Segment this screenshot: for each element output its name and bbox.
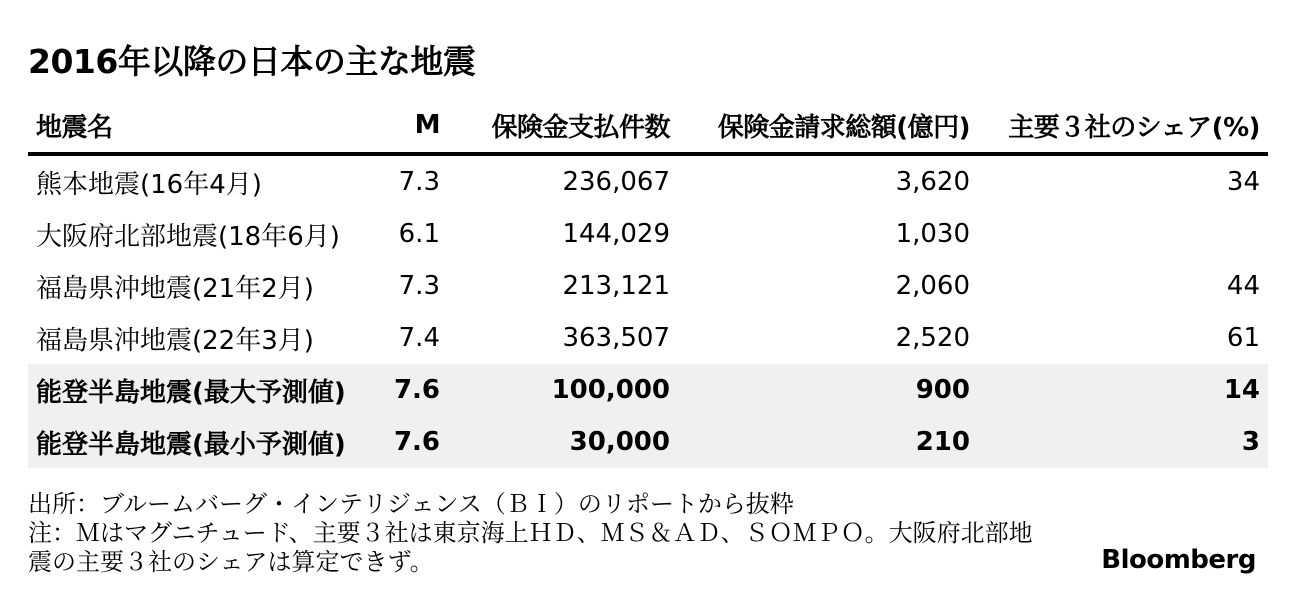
cell-top3-share — [978, 208, 1268, 260]
header-magnitude: M — [378, 98, 448, 154]
cell-earthquake-name: 能登半島地震(最大予測値) — [28, 364, 378, 416]
cell-magnitude: 6.1 — [398, 219, 440, 249]
cell-magnitude: 7.6 — [378, 416, 448, 468]
table-row — [28, 208, 1268, 260]
cell-earthquake-name: 大阪府北部地震(18年6月) — [36, 221, 340, 252]
header-earthquake-name: 地震名 — [28, 98, 378, 154]
table-row — [28, 154, 1268, 208]
cell-claims-paid: 144,029 — [562, 219, 670, 249]
cell-claims-total: 1,030 — [895, 219, 970, 249]
cell-magnitude: 7.3 — [398, 271, 440, 301]
cell-top3-share: 44 — [1226, 271, 1260, 301]
cell-claims-total: 2,060 — [895, 271, 970, 301]
page-title: 2016年以降の日本の主な地震 — [28, 42, 476, 81]
explanatory-note: 注：Ｍはマグニチュード、主要３社は東京海上ＨＤ、ＭＳ＆ＡＤ、ＳＯＭＰＯ。大阪府北部地震の主要３社のシェアは算定できず。 — [28, 519, 1033, 576]
cell-claims-paid: 100,000 — [448, 364, 678, 416]
cell-top3-share: 14 — [978, 364, 1268, 416]
table-row — [28, 260, 1268, 312]
cell-claims-total: 2,520 — [895, 323, 970, 353]
cell-claims-total: 3,620 — [895, 167, 970, 197]
table-row — [28, 312, 1268, 364]
cell-magnitude: 7.3 — [398, 167, 440, 197]
cell-claims-paid: 236,067 — [562, 167, 670, 197]
source-note: 出所：ブルームバーグ・インテリジェンス（ＢＩ）のリポートから抜粋 — [28, 490, 794, 518]
cell-earthquake-name: 福島県沖地震(22年3月) — [36, 325, 314, 356]
cell-top3-share: 34 — [1226, 167, 1260, 197]
cell-magnitude: 7.4 — [398, 323, 440, 353]
cell-top3-share: 61 — [1226, 323, 1260, 353]
footnotes — [28, 490, 1038, 577]
table-row-highlight — [28, 364, 1268, 416]
cell-top3-share: 3 — [978, 416, 1268, 468]
bloomberg-logo: Bloomberg — [1101, 545, 1256, 575]
cell-claims-paid: 30,000 — [448, 416, 678, 468]
cell-earthquake-name: 福島県沖地震(21年2月) — [36, 273, 314, 304]
header-claims-paid: 保険金支払件数 — [448, 98, 678, 154]
cell-claims-paid: 363,507 — [562, 323, 670, 353]
cell-magnitude: 7.6 — [378, 364, 448, 416]
table-header-row — [28, 98, 1268, 154]
cell-claims-total: 210 — [678, 416, 978, 468]
cell-earthquake-name: 能登半島地震(最小予測値) — [28, 416, 378, 468]
header-claims-total: 保険金請求総額(億円) — [678, 98, 978, 154]
cell-claims-paid: 213,121 — [562, 271, 670, 301]
table-row-highlight — [28, 416, 1268, 468]
cell-earthquake-name: 熊本地震(16年4月) — [36, 169, 262, 200]
earthquake-table — [28, 98, 1268, 468]
header-top3-share: 主要３社のシェア(%) — [978, 98, 1268, 154]
cell-claims-total: 900 — [678, 364, 978, 416]
